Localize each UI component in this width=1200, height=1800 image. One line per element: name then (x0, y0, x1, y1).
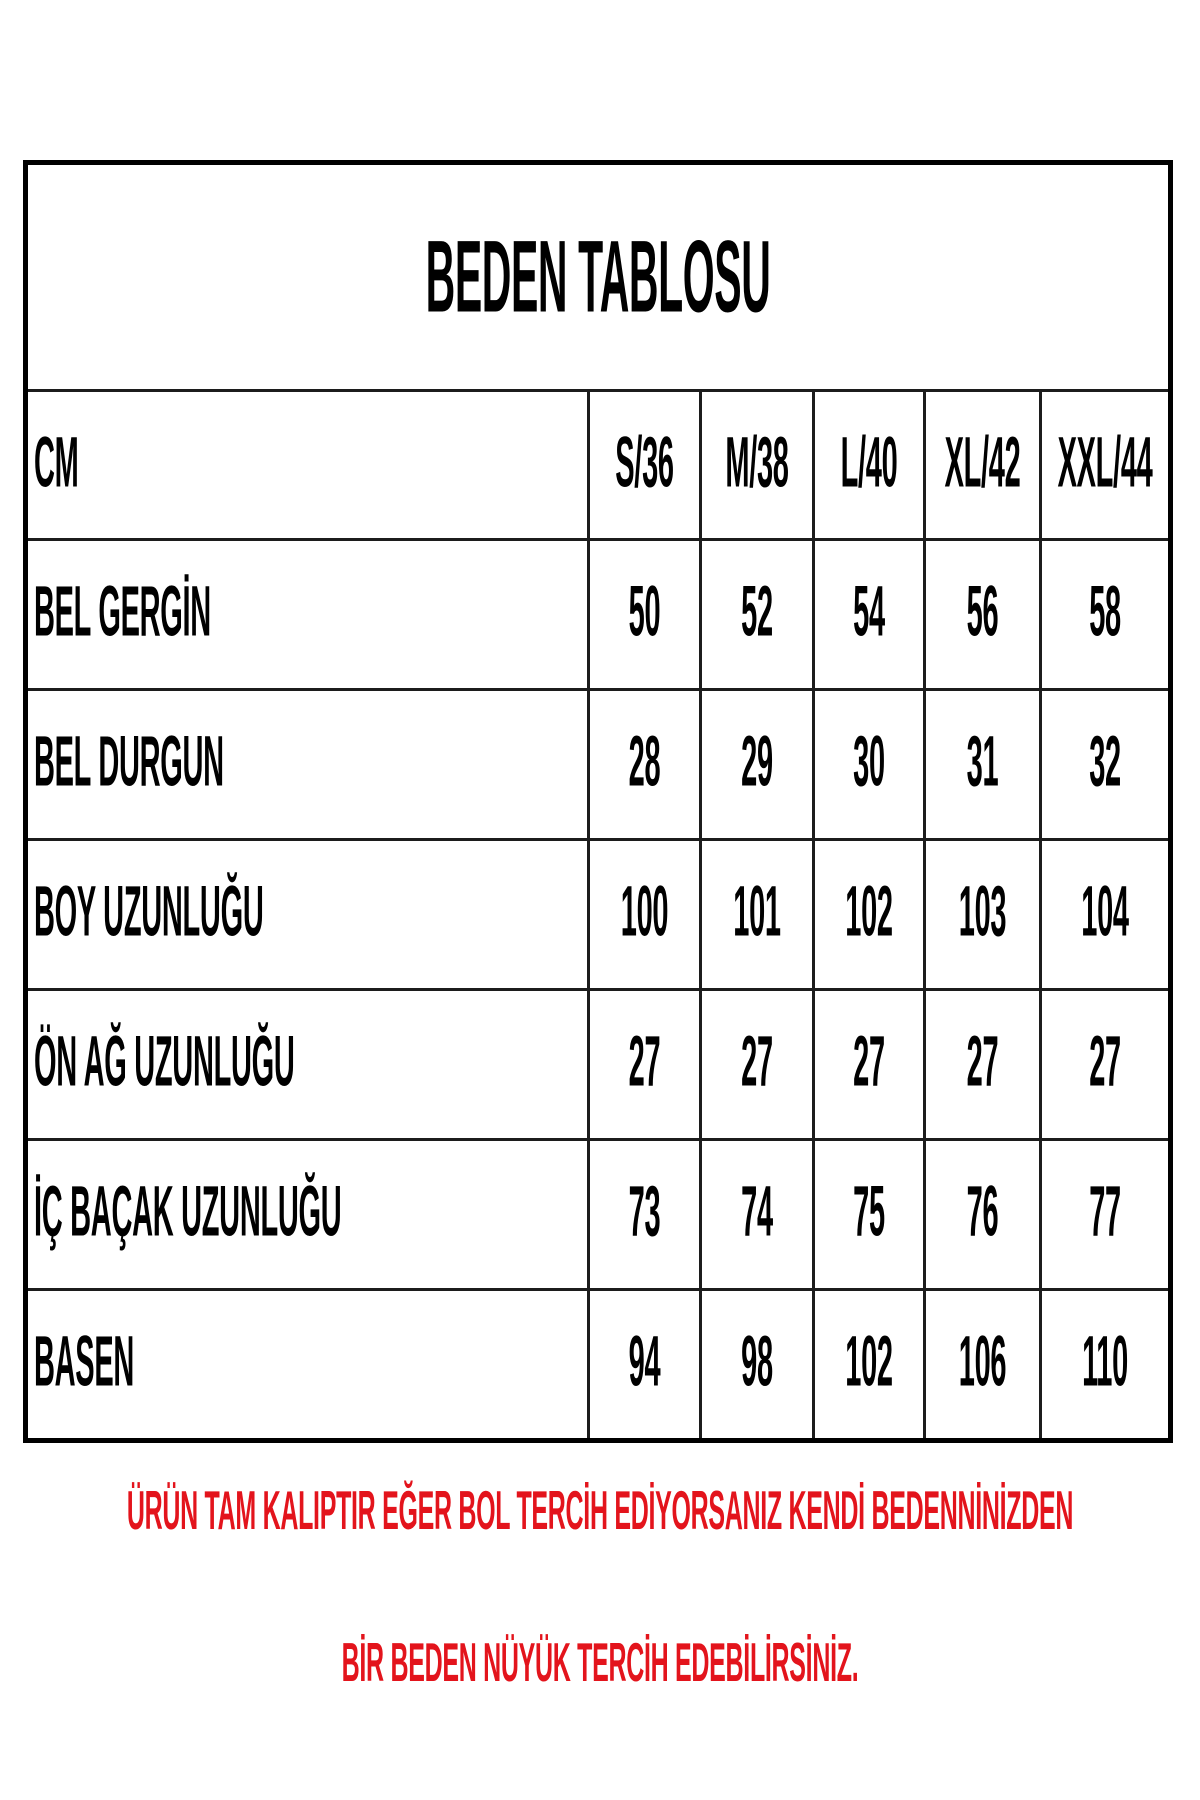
size-header-cell (925, 391, 1041, 540)
size-header-l40: L/40 (840, 424, 898, 503)
measurement-value: 76 (966, 1174, 999, 1253)
measurement-value-cell (925, 1290, 1041, 1441)
measurement-value: 102 (845, 874, 893, 953)
measurement-value: 77 (1089, 1174, 1121, 1253)
measurement-value: 54 (853, 574, 885, 653)
measurement-value: 27 (853, 1024, 885, 1103)
measurement-value: 102 (845, 1324, 893, 1403)
measurement-value-cell (925, 840, 1041, 990)
size-header-s36: S/36 (615, 424, 674, 503)
title-row (26, 163, 1171, 391)
measurement-label: ÖN AĞ UZUNLUĞU (34, 1024, 295, 1103)
measurement-label-cell (26, 990, 589, 1140)
table-row (26, 1140, 1171, 1290)
measurement-value-cell (925, 1140, 1041, 1290)
measurement-value: 31 (966, 724, 999, 803)
measurement-value: 30 (853, 724, 885, 803)
measurement-value-cell (1041, 540, 1171, 690)
measurement-value: 98 (741, 1324, 773, 1403)
table-row (26, 990, 1171, 1140)
measurement-value-cell (701, 1140, 814, 1290)
fit-note-text: ÜRÜN TAM KALIPTIR EĞER BOL TERCİH EDİYORSANIZ KENDİ BEDENNİNİZDEN (126, 1480, 1074, 1543)
fit-note-text: BİR BEDEN NÜYÜK TERCİH EDEBİLİRSİNİZ. (341, 1632, 859, 1695)
measurement-value-cell (1041, 840, 1171, 990)
measurement-value-cell (1041, 690, 1171, 840)
size-header-cell (1041, 391, 1171, 540)
measurement-value: 100 (620, 874, 669, 953)
measurement-label-cell (26, 540, 589, 690)
measurement-value-cell (814, 690, 925, 840)
measurement-value-cell (589, 990, 701, 1140)
size-header-xl42: XL/42 (944, 424, 1021, 503)
size-header-xxl44: XXL/44 (1057, 424, 1153, 503)
size-header-m38: M/38 (725, 424, 789, 503)
measurement-value: 27 (628, 1024, 661, 1103)
measurement-value-cell (925, 540, 1041, 690)
size-header-cell (589, 391, 701, 540)
measurement-value: 110 (1082, 1324, 1128, 1403)
measurement-value: 27 (1089, 1024, 1121, 1103)
measurement-value-cell (701, 540, 814, 690)
measurement-label-cell (26, 840, 589, 990)
size-header-cell (701, 391, 814, 540)
measurement-value: 50 (628, 574, 661, 653)
chart-title: BEDEN TABLOSU (425, 218, 771, 334)
measurement-value-cell (589, 1140, 701, 1290)
fit-note-line-2 (0, 1632, 1200, 1695)
measurement-value-cell (589, 540, 701, 690)
table-row (26, 840, 1171, 990)
measurement-value: 73 (628, 1174, 661, 1253)
measurement-value-cell (814, 1140, 925, 1290)
measurement-label: BEL DURGUN (34, 724, 224, 803)
measurement-value-cell (1041, 990, 1171, 1140)
measurement-value-cell (925, 690, 1041, 840)
measurement-value: 32 (1089, 724, 1121, 803)
measurement-value-cell (814, 1290, 925, 1441)
measurement-value: 106 (958, 1324, 1007, 1403)
measurement-value: 104 (1081, 874, 1129, 953)
size-chart-table (23, 160, 1173, 1443)
measurement-label: İÇ BAÇAK UZUNLUĞU (34, 1174, 342, 1253)
measurement-value: 103 (958, 874, 1007, 953)
measurement-value: 74 (741, 1174, 773, 1253)
measurement-label: BOY UZUNLUĞU (34, 874, 264, 953)
measurement-value: 58 (1089, 574, 1121, 653)
measurement-label-cell (26, 690, 589, 840)
measurement-value: 101 (733, 874, 781, 953)
measurement-value: 28 (628, 724, 661, 803)
measurement-value: 75 (853, 1174, 885, 1253)
unit-header: CM (34, 424, 79, 503)
measurement-value-cell (814, 540, 925, 690)
measurement-value-cell (701, 1290, 814, 1441)
table-row (26, 1290, 1171, 1441)
measurement-label-cell (26, 1290, 589, 1441)
unit-header-cell (26, 391, 589, 540)
measurement-value-cell (1041, 1290, 1171, 1441)
measurement-value: 27 (966, 1024, 999, 1103)
measurement-label: BASEN (34, 1324, 135, 1403)
table-row (26, 540, 1171, 690)
header-row (26, 391, 1171, 540)
measurement-label-cell (26, 1140, 589, 1290)
measurement-value-cell (814, 990, 925, 1140)
measurement-value: 56 (966, 574, 999, 653)
measurement-value: 94 (628, 1324, 661, 1403)
title-cell (26, 163, 1171, 391)
measurement-label: BEL GERGİN (34, 574, 211, 653)
measurement-value-cell (589, 1290, 701, 1441)
measurement-value-cell (701, 690, 814, 840)
size-header-cell (814, 391, 925, 540)
measurement-value: 29 (741, 724, 773, 803)
measurement-value-cell (589, 690, 701, 840)
measurement-value-cell (925, 990, 1041, 1140)
measurement-value: 52 (741, 574, 773, 653)
fit-note-line-1 (0, 1480, 1200, 1543)
measurement-value-cell (589, 840, 701, 990)
measurement-value: 27 (741, 1024, 773, 1103)
table-row (26, 690, 1171, 840)
measurement-value-cell (701, 840, 814, 990)
measurement-value-cell (1041, 1140, 1171, 1290)
measurement-value-cell (701, 990, 814, 1140)
measurement-value-cell (814, 840, 925, 990)
